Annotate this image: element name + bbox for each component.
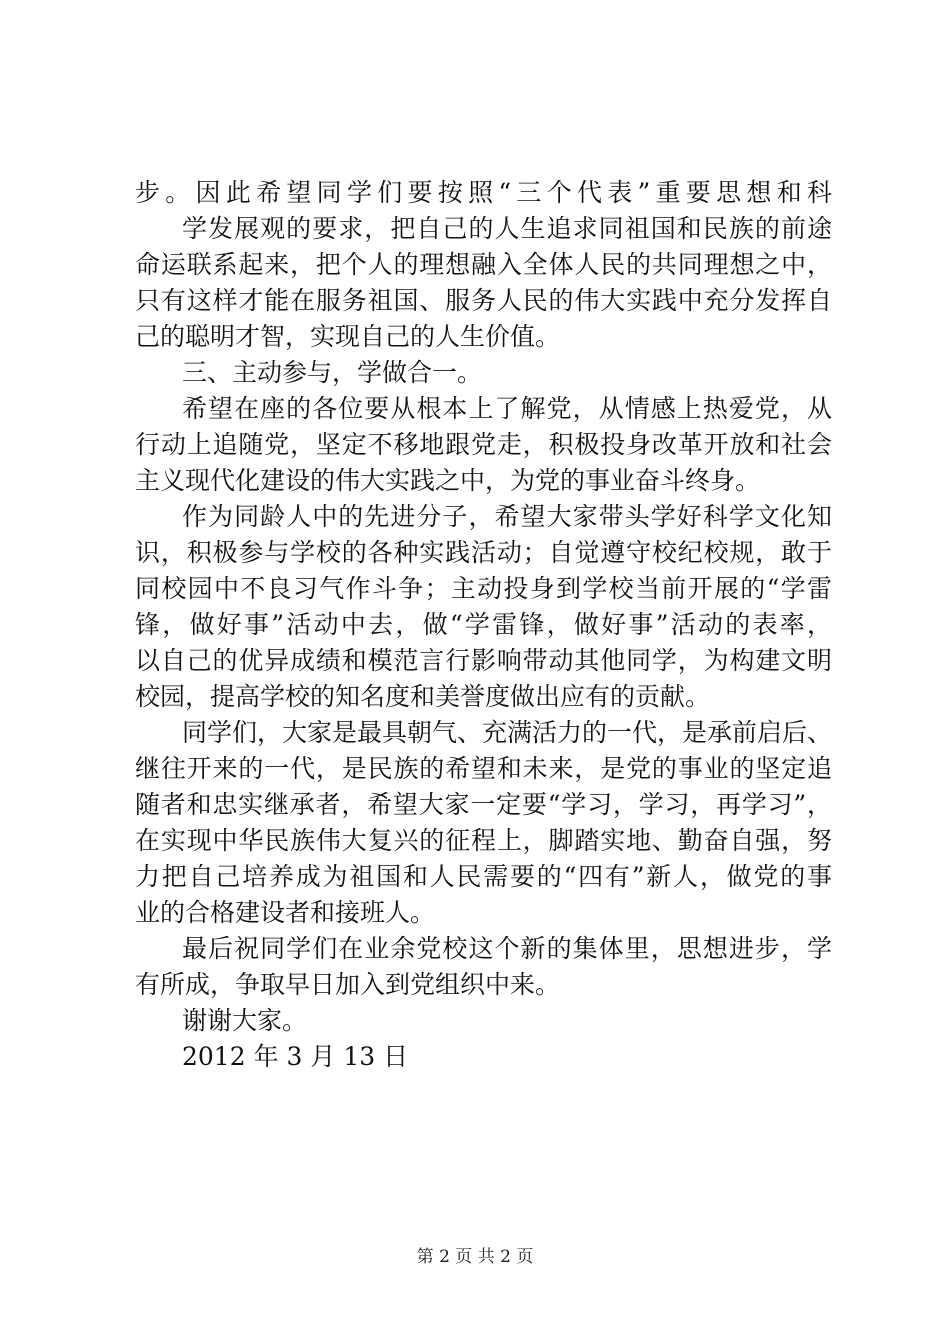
text-line: 步。因此希望同学们要按照“三个代表”重要思想和科 bbox=[135, 178, 832, 207]
text-line: 己的聪明才智，实现自己的人生价值。 bbox=[135, 322, 561, 351]
text-line: 业的合格建设者和接班人。 bbox=[135, 898, 436, 927]
text-line: 校园，提高学校的知名度和美誉度做出应有的贡献。 bbox=[135, 682, 711, 711]
text-line: 在实现中华民族伟大复兴的征程上，脚踏实地、勤奋自强，努 bbox=[135, 826, 832, 855]
text-line: 随者和忠实继承者，希望大家一定要“学习，学习，再学习”， bbox=[135, 790, 832, 819]
text-line: 主义现代化建设的伟大实践之中，为党的事业奋斗终身。 bbox=[135, 466, 761, 495]
text-line: 力把自己培养成为祖国和人民需要的“四有”新人，做党的事 bbox=[135, 862, 832, 891]
text-line: 继往开来的一代，是民族的希望和未来，是党的事业的坚定追 bbox=[135, 754, 832, 783]
text-line: 只有这样才能在服务祖国、服务人民的伟大实践中充分发挥自 bbox=[135, 286, 832, 315]
text-line: 同校园中不良习气作斗争；主动投身到学校当前开展的“学雷 bbox=[135, 574, 832, 603]
text-line: 同学们，大家是最具朝气、充满活力的一代，是承前启后、 bbox=[182, 718, 833, 747]
document-date: 2012 年 3 月 13 日 bbox=[182, 1042, 409, 1071]
text-line: 有所成，争取早日加入到党组织中来。 bbox=[135, 970, 561, 999]
text-line: 作为同龄人中的先进分子，希望大家带头学好科学文化知 bbox=[182, 502, 832, 531]
closing-thanks: 谢谢大家。 bbox=[182, 1006, 308, 1035]
text-line: 以自己的优异成绩和模范言行影响带动其他同学，为构建文明 bbox=[135, 646, 832, 675]
text-line: 最后祝同学们在业余党校这个新的集体里，思想进步，学 bbox=[182, 934, 832, 963]
page-footer: 第 2 页 共 2 页 bbox=[416, 1247, 534, 1267]
text-line: 学发展观的要求，把自己的人生追求同祖国和民族的前途 bbox=[182, 214, 832, 243]
text-line: 命运联系起来，把个人的理想融入全体人民的共同理想之中， bbox=[135, 250, 832, 279]
text-line: 识，积极参与学校的各种实践活动；自觉遵守校纪校规，敢于 bbox=[135, 538, 832, 567]
section-heading: 三、主动参与，学做合一。 bbox=[182, 358, 483, 387]
text-line: 锋，做好事”活动中去，做“学雷锋，做好事”活动的表率， bbox=[135, 610, 832, 639]
text-line: 希望在座的各位要从根本上了解党，从情感上热爱党，从 bbox=[182, 394, 832, 423]
text-line: 行动上追随党，坚定不移地跟党走，积极投身改革开放和社会 bbox=[135, 430, 832, 459]
